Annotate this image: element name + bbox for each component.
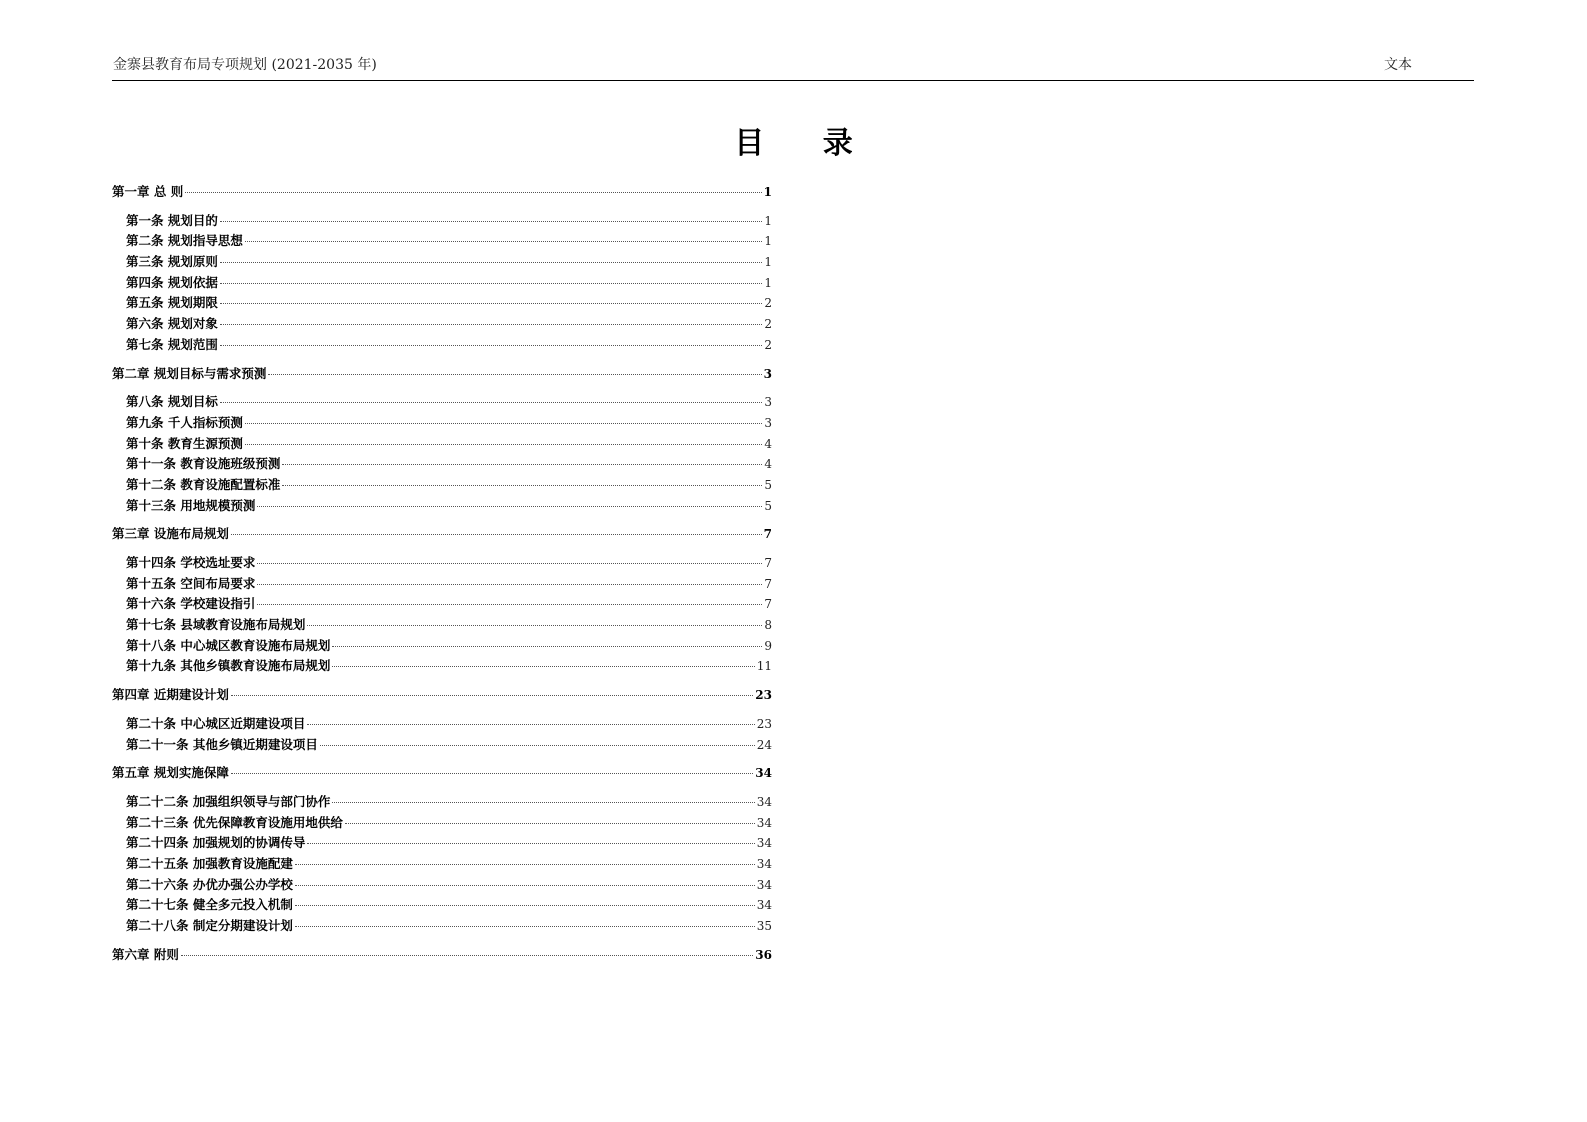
toc-entry-label: 第十六条 学校建设指引 — [126, 596, 256, 612]
toc-entry-label: 第五条 规划期限 — [126, 295, 218, 311]
toc-entry-label: 第二十一条 其他乡镇近期建设项目 — [126, 736, 318, 752]
toc-entry-label: 第十三条 用地规模预测 — [126, 497, 256, 513]
toc-dot-leader — [257, 584, 762, 585]
toc-dot-leader — [245, 423, 763, 424]
toc-page-number: 7 — [763, 527, 772, 542]
toc-entry-label: 第五章 规划实施保障 — [112, 765, 229, 781]
toc-article-entry[interactable] — [112, 454, 772, 475]
toc-dot-leader — [231, 773, 753, 774]
toc-article-entry[interactable] — [112, 413, 772, 434]
toc-page-number: 34 — [756, 856, 772, 871]
toc-page-number: 34 — [756, 815, 772, 830]
toc-dot-leader — [231, 534, 762, 535]
toc-article-entry[interactable] — [112, 875, 772, 896]
toc-page-number: 8 — [764, 618, 772, 633]
toc-dot-leader — [295, 864, 755, 865]
toc-dot-leader — [220, 283, 763, 284]
toc-page-number: 1 — [764, 234, 772, 249]
toc-entry-label: 第十八条 中心城区教育设施布局规划 — [126, 637, 331, 653]
toc-entry-label: 第十条 教育生源预测 — [126, 435, 243, 451]
toc-article-entry[interactable] — [112, 916, 772, 937]
toc-dot-leader — [332, 666, 754, 667]
toc-article-entry[interactable] — [112, 615, 772, 636]
toc-dot-leader — [268, 374, 761, 375]
toc-chapter-entry[interactable] — [112, 945, 772, 966]
toc-entry-label: 第二十条 中心城区近期建设项目 — [126, 715, 306, 731]
toc-entry-label: 第四条 规划依据 — [126, 274, 218, 290]
toc-page-number: 11 — [756, 659, 772, 674]
toc-article-entry[interactable] — [112, 434, 772, 455]
toc-entry-label: 第十一条 教育设施班级预测 — [126, 456, 281, 472]
toc-dot-leader — [345, 823, 755, 824]
toc-page-number: 35 — [756, 919, 772, 933]
toc-page-number: 7 — [764, 556, 772, 570]
toc-entry-label: 第七条 规划范围 — [126, 336, 218, 352]
toc-page-number: 7 — [764, 576, 772, 591]
toc-article-entry[interactable] — [112, 211, 772, 232]
toc-page-number: 34 — [756, 794, 772, 809]
toc-entry-label: 第四章 近期建设计划 — [112, 687, 229, 703]
toc-entry-label: 第二章 规划目标与需求预测 — [112, 365, 267, 381]
toc-dot-leader — [257, 506, 762, 507]
toc-entry-label: 第十二条 教育设施配置标准 — [126, 476, 281, 492]
toc-entry-label: 第六章 附则 — [112, 946, 179, 962]
toc-entry-label: 第二条 规划指导思想 — [126, 233, 243, 249]
toc-page-number: 3 — [764, 415, 772, 430]
toc-dot-leader — [282, 485, 762, 486]
toc-dot-leader — [307, 625, 762, 626]
toc-dot-leader — [282, 464, 762, 465]
toc-entry-label: 第十五条 空间布局要求 — [126, 575, 256, 591]
toc-dot-leader — [245, 444, 763, 445]
toc-entry-label: 第十四条 学校选址要求 — [126, 555, 256, 570]
toc-dot-leader — [220, 324, 763, 325]
toc-dot-leader — [220, 221, 763, 222]
toc-entry-label: 第九条 千人指标预测 — [126, 414, 243, 430]
toc-dot-leader — [220, 262, 763, 263]
toc-dot-leader — [220, 345, 763, 346]
toc-entry-label: 第二十三条 优先保障教育设施用地供给 — [126, 814, 343, 830]
toc-entry-label: 第十九条 其他乡镇教育设施布局规划 — [126, 658, 331, 674]
toc-article-entry[interactable] — [112, 854, 772, 875]
toc-dot-leader — [307, 724, 754, 725]
toc-article-entry[interactable] — [112, 636, 772, 657]
toc-article-entry[interactable] — [112, 273, 772, 294]
toc-page-number: 2 — [764, 317, 772, 332]
toc-chapter-entry[interactable] — [112, 763, 772, 784]
toc-article-entry[interactable] — [112, 553, 772, 574]
toc-chapter-entry[interactable] — [112, 685, 772, 706]
toc-article-entry[interactable] — [112, 813, 772, 834]
toc-entry-label: 第二十二条 加强组织领导与部门协作 — [126, 793, 331, 809]
toc-chapter-entry[interactable] — [112, 364, 772, 385]
toc-page-number: 1 — [763, 185, 772, 199]
toc-page-number: 7 — [764, 597, 772, 612]
toc-page-number: 4 — [764, 457, 772, 472]
toc-entry-label: 第六条 规划对象 — [126, 316, 218, 332]
toc-dot-leader — [185, 192, 761, 193]
toc-article-entry[interactable] — [112, 833, 772, 854]
toc-dot-leader — [231, 695, 753, 696]
toc-dot-leader — [295, 885, 755, 886]
toc-page-number: 34 — [755, 766, 772, 781]
toc-title: 目 录 — [734, 126, 877, 161]
toc-entry-label: 第八条 规划目标 — [126, 394, 218, 410]
page-header — [112, 56, 1474, 81]
toc-article-entry[interactable] — [112, 594, 772, 615]
toc-page-number: 34 — [756, 836, 772, 851]
toc-dot-leader — [257, 604, 762, 605]
toc-dot-leader — [307, 843, 754, 844]
toc-page-number: 3 — [763, 366, 772, 381]
toc-article-entry[interactable] — [112, 714, 772, 735]
toc-dot-leader — [295, 905, 755, 906]
toc-article-entry[interactable] — [112, 392, 772, 413]
toc-article-entry[interactable] — [112, 475, 772, 496]
toc-article-entry[interactable] — [112, 792, 772, 813]
toc-dot-leader — [220, 303, 763, 304]
toc-article-entry[interactable] — [112, 335, 772, 356]
toc-entry-label: 第十七条 县域教育设施布局规划 — [126, 617, 306, 633]
toc-dot-leader — [220, 402, 763, 403]
toc-page-number: 3 — [764, 395, 772, 410]
toc-dot-leader — [295, 926, 755, 927]
toc-entry-label: 第二十七条 健全多元投入机制 — [126, 897, 293, 913]
header-section-label: 文本 — [1384, 57, 1412, 73]
toc-page-number: 34 — [756, 898, 772, 913]
toc-page-number: 24 — [756, 737, 772, 752]
toc-article-entry[interactable] — [112, 293, 772, 314]
toc-entry-label: 第三章 设施布局规划 — [112, 526, 229, 542]
toc-page-number: 1 — [764, 255, 772, 270]
toc-article-entry[interactable] — [112, 252, 772, 273]
toc-dot-leader — [257, 563, 762, 564]
toc-entry-label: 第一条 规划目的 — [126, 212, 218, 228]
toc-article-entry[interactable] — [112, 735, 772, 756]
toc-article-entry[interactable] — [112, 895, 772, 916]
toc-entry-label: 第二十四条 加强规划的协调传导 — [126, 835, 306, 851]
header-document-title: 金寨县教育布局专项规划 (2021-2035 年) — [113, 57, 377, 73]
toc-entry-label: 第三条 规划原则 — [126, 254, 218, 270]
toc-article-entry[interactable] — [112, 656, 772, 677]
toc-chapter-entry[interactable] — [112, 524, 772, 545]
table-of-contents — [112, 182, 772, 965]
toc-article-entry[interactable] — [112, 231, 772, 252]
toc-article-entry[interactable] — [112, 314, 772, 335]
toc-page-number: 23 — [755, 688, 772, 703]
toc-chapter-entry[interactable] — [112, 182, 772, 203]
toc-entry-label: 第一章 总 则 — [112, 184, 184, 199]
toc-page-number: 5 — [764, 498, 772, 513]
toc-page-number: 4 — [764, 436, 772, 451]
toc-dot-leader — [245, 241, 763, 242]
toc-page-number: 1 — [764, 213, 772, 228]
toc-page-number: 5 — [764, 477, 772, 492]
toc-entry-label: 第二十六条 办优办强公办学校 — [126, 876, 293, 892]
toc-dot-leader — [332, 646, 762, 647]
toc-dot-leader — [320, 745, 755, 746]
toc-article-entry[interactable] — [112, 496, 772, 517]
toc-entry-label: 第二十五条 加强教育设施配建 — [126, 855, 293, 871]
toc-dot-leader — [181, 955, 753, 956]
toc-page-number: 23 — [756, 716, 772, 731]
toc-article-entry[interactable] — [112, 574, 772, 595]
toc-page-number: 9 — [764, 638, 772, 653]
toc-entry-label: 第二十八条 制定分期建设计划 — [126, 918, 293, 933]
toc-page-number: 2 — [764, 337, 772, 352]
toc-dot-leader — [332, 802, 754, 803]
toc-page-number: 1 — [764, 275, 772, 290]
toc-page-number: 2 — [764, 296, 772, 311]
toc-page-number: 36 — [755, 947, 772, 962]
toc-page-number: 34 — [756, 877, 772, 892]
